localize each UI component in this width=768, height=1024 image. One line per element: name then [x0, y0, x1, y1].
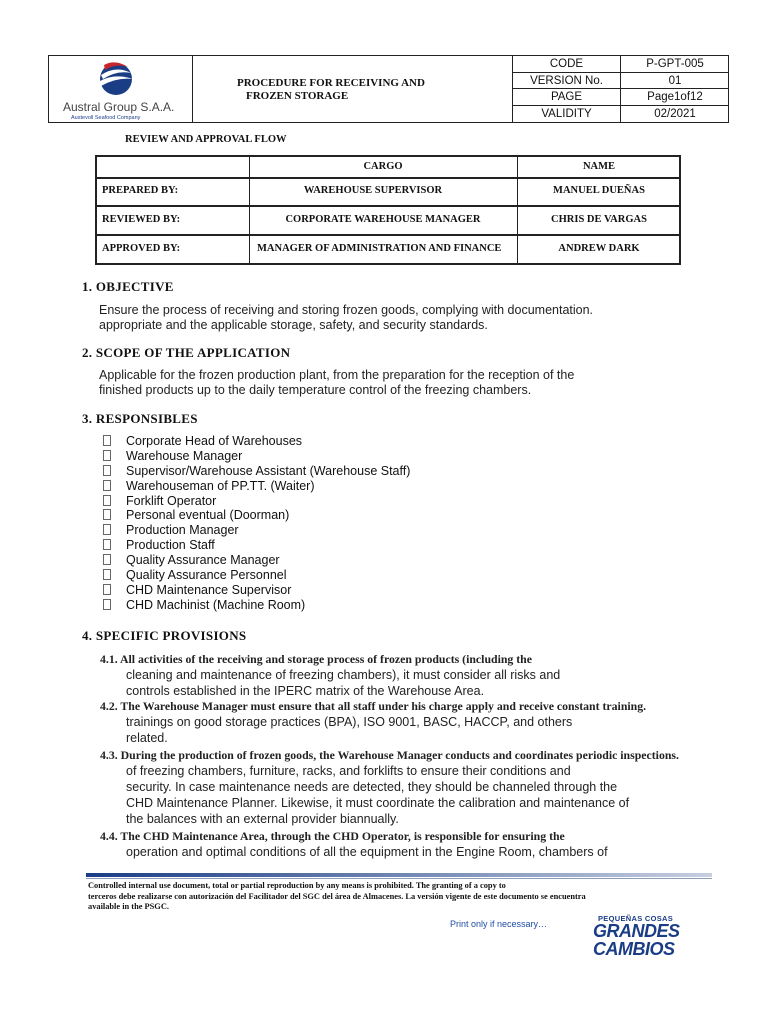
list-item-text: Quality Assurance Manager [126, 553, 280, 568]
provision-line: the balances with an external provider biannually. [126, 812, 399, 826]
approval-flow-title: REVIEW AND APPROVAL FLOW [125, 134, 287, 145]
list-item-text: Quality Assurance Personnel [126, 568, 287, 583]
list-item [103, 434, 303, 449]
bullet-box-icon [103, 539, 111, 550]
provision-line: security. In case maintenance needs are detected, they should be channeled through the [126, 780, 618, 794]
section-heading-responsibles: 3. RESPONSIBLES [82, 411, 198, 426]
footer-rule [86, 873, 712, 877]
footer-rule-thin [86, 878, 712, 879]
section-heading-provisions: 4. SPECIFIC PROVISIONS [82, 628, 247, 643]
list-item [103, 448, 243, 464]
meta-value: 01 [668, 74, 682, 87]
footer-disclaimer [88, 881, 586, 913]
list-item-text: Forklift Operator [126, 493, 217, 508]
provision-line: controls established in the IPERC matrix of the Warehouse Area. [126, 684, 485, 698]
bullet-box-icon [103, 584, 111, 595]
company-subtitle: Austevoll Seafood Company [71, 115, 141, 121]
list-item [103, 597, 306, 613]
list-item-text: CHD Machinist (Machine Room) [126, 597, 306, 612]
meta-value: 02/2021 [654, 107, 696, 120]
list-item-text: Supervisor/Warehouse Assistant (Warehouse Staff) [126, 463, 411, 478]
meta-row-validity [513, 106, 729, 123]
slogan-small: PEQUEÑAS COSAS [598, 914, 674, 923]
meta-value: P-GPT-005 [646, 58, 704, 70]
bullet-box-icon [103, 554, 111, 565]
row-cargo: MANAGER OF ADMINISTRATION AND FINANCE [257, 243, 502, 254]
bullet-box-icon [103, 509, 111, 520]
text-line: Applicable for the frozen production plant, from the preparation for the reception of the [99, 368, 575, 382]
bullet-box-icon [103, 435, 111, 446]
list-item-text: Warehouse Manager [126, 448, 243, 463]
provision-lead: 4.1. All activities of the receiving and storage process of frozen products (including the [100, 652, 532, 666]
list-item-text: Production Staff [126, 538, 215, 553]
row-role: PREPARED BY: [102, 185, 179, 196]
list-item-text: Production Manager [126, 523, 239, 538]
provision-line: operation and optimal conditions of all the equipment in the Engine Room, chambers of [126, 845, 608, 859]
column-header-cargo: CARGO [363, 161, 403, 172]
company-name: Austral Group S.A.A. [63, 100, 175, 114]
row-name: CHRIS DE VARGAS [551, 214, 647, 225]
row-cargo: CORPORATE WAREHOUSE MANAGER [285, 214, 481, 225]
table-divider [97, 205, 679, 207]
section-heading-scope: 2. SCOPE OF THE APPLICATION [82, 345, 291, 360]
provision-4-3 [100, 747, 679, 827]
title-line-1: PROCEDURE FOR RECEIVING AND [237, 77, 425, 89]
meta-key: VALIDITY [513, 106, 621, 123]
text-line: appropriate and the applicable storage, safety, and security standards. [99, 318, 488, 332]
document-title [237, 77, 425, 103]
footer-line: available in the PSGC. [88, 902, 169, 911]
document-header [48, 55, 729, 123]
footer-line: terceros debe realizarse con autorización del Facilitador del SGC del área de Almacenes. La versión vigente de este documento se encuentra [88, 891, 586, 901]
row-role: REVIEWED BY: [102, 214, 181, 225]
table-divider [97, 234, 679, 236]
meta-key: VERSION No. [513, 73, 621, 89]
bullet-box-icon [103, 495, 111, 506]
row-name: MANUEL DUEÑAS [553, 185, 645, 196]
list-item-text: Personal eventual (Doorman) [126, 508, 290, 523]
text-line: Ensure the process of receiving and storing frozen goods, complying with documentation. [99, 303, 594, 317]
list-item-text: Corporate Head of Warehouses [126, 434, 303, 448]
list-item [103, 553, 280, 568]
scope-text [99, 368, 574, 398]
list-item [103, 538, 215, 553]
bullet-box-icon [103, 450, 111, 461]
provision-4-1 [100, 651, 560, 699]
section-heading-objective: 1. OBJECTIVE [82, 279, 174, 294]
list-item-text: CHD Maintenance Supervisor [126, 582, 292, 597]
list-item [103, 568, 287, 583]
row-role: APPROVED BY: [102, 243, 181, 254]
title-line-2: FROZEN STORAGE [246, 90, 349, 102]
provision-line: cleaning and maintenance of freezing chambers), it must consider all risks and [126, 668, 561, 682]
bullet-box-icon [103, 465, 111, 476]
meta-row-page [513, 89, 729, 106]
provision-line: CHD Maintenance Planner. Likewise, it must coordinate the calibration and maintenance of [126, 796, 630, 810]
provision-line: trainings on good storage practices (BPA), ISO 9001, BASC, HACCP, and others [126, 715, 573, 729]
text-line: finished products up to the daily temperature control of the freezing chambers. [99, 383, 532, 397]
list-item [103, 508, 290, 523]
row-name: ANDREW DARK [558, 243, 640, 254]
provision-lead: 4.4. The CHD Maintenance Area, through the CHD Operator, is responsible for ensuring the [100, 829, 565, 843]
meta-key: CODE [513, 56, 621, 72]
meta-value: Page1of12 [647, 91, 703, 103]
bullet-box-icon [103, 480, 111, 491]
list-item [103, 478, 315, 494]
provision-lead: 4.2. The Warehouse Manager must ensure that all staff under his charge apply and receive constant training. [100, 699, 647, 713]
provision-line: related. [126, 731, 168, 745]
provision-4-4 [100, 828, 608, 860]
slogan-logo [593, 922, 680, 958]
bullet-box-icon [103, 599, 111, 610]
objective-text [99, 303, 593, 333]
list-item [103, 582, 292, 598]
meta-key: PAGE [513, 89, 621, 105]
provision-line: of freezing chambers, furniture, racks, and forklifts to ensure their conditions and [126, 764, 571, 778]
bullet-box-icon [103, 524, 111, 535]
meta-row-code [513, 56, 729, 73]
meta-row-version [513, 73, 729, 90]
list-item-text: Warehouseman of PP.TT. (Waiter) [126, 478, 315, 493]
row-cargo: WAREHOUSE SUPERVISOR [303, 185, 443, 196]
footer-line: Controlled internal use document, total or partial reproduction by any means is prohibited. The granting of a copy to [88, 881, 506, 890]
slogan-line-1: GRANDES [593, 921, 680, 941]
logo-cell [49, 56, 193, 122]
austral-logo-icon [95, 61, 137, 97]
list-item [103, 463, 411, 479]
table-divider [97, 177, 679, 179]
list-item [103, 493, 217, 509]
title-cell [192, 56, 513, 122]
print-note: Print only if necessary… [450, 919, 548, 929]
responsibles-list [103, 434, 411, 613]
provision-lead: 4.3. During the production of frozen goods, the Warehouse Manager conducts and coordinates periodic inspections. [100, 748, 679, 762]
bullet-box-icon [103, 569, 111, 580]
slogan-line-2: CAMBIOS [593, 939, 675, 959]
provision-4-2 [100, 698, 646, 746]
column-header-name: NAME [582, 161, 616, 172]
approval-table [95, 155, 681, 265]
list-item [103, 523, 239, 538]
